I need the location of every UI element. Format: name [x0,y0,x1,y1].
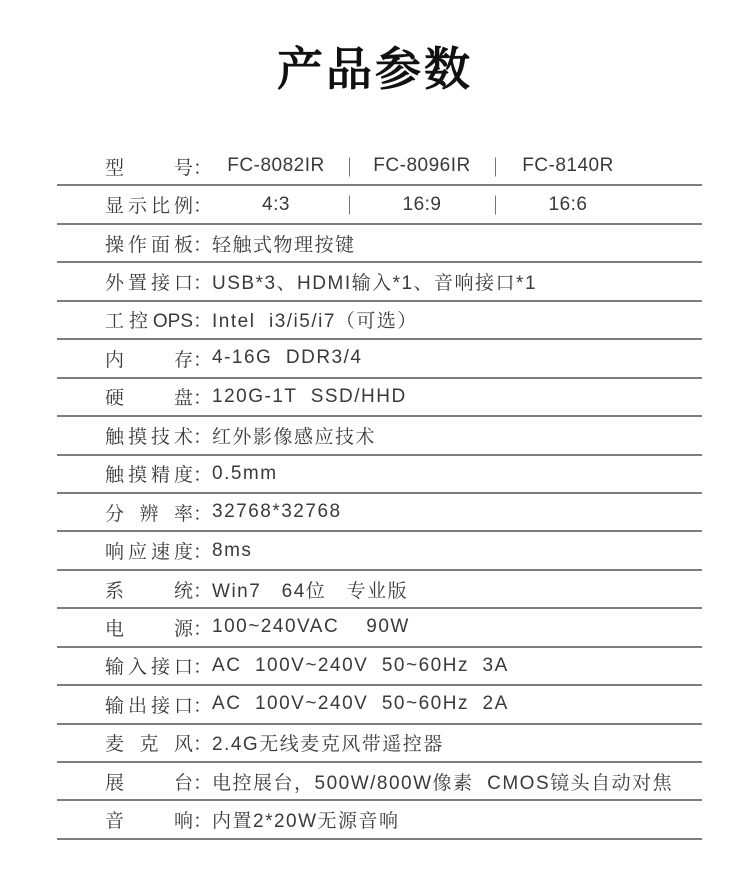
colon: ： [193,157,213,179]
colon: ： [193,542,213,564]
colon: ： [193,503,213,525]
ratio-columns [212,191,632,218]
spec-row-touch-precision [57,456,702,494]
spec-row-microphone [57,725,702,763]
column-separator: ｜ [486,157,506,179]
spec-value: AC 100V~240V 50~60Hz 2A [212,693,509,715]
spec-row-model [57,148,702,186]
spec-label: 外置接口 [105,273,193,295]
spec-value: AC 100V~240V 50~60Hz 3A [212,654,509,676]
spec-value: 100~240VAC 90W [212,616,410,638]
model-value: FC-8082IR [227,155,325,177]
spec-value: 8ms [212,539,253,561]
colon: ： [193,388,213,410]
spec-row-os [57,571,702,609]
ratio-value: 16:6 [548,193,588,215]
colon: ： [193,695,213,717]
colon: ： [193,234,213,256]
spec-label: 响应速度 [105,542,193,564]
spec-label: 系统 [105,580,193,602]
spec-label: 展台 [105,772,193,794]
spec-row-speaker [57,801,702,839]
model-value: FC-8096IR [373,155,471,177]
spec-row-output-port [57,686,702,724]
spec-value: USB*3、HDMI输入*1、音响接口*1 [212,273,538,295]
spec-value: Intel i3/i5/i7（可选） [212,311,418,333]
spec-value: 120G-1T SSD/HHD [212,385,407,407]
spec-value: 4-16G DDR3/4 [212,347,363,369]
colon: ： [193,580,213,602]
model-value: FC-8140R [522,155,614,177]
spec-row-ops [57,302,702,340]
column-separator: ｜ [340,157,360,179]
spec-label: 分辨率 [105,503,193,525]
spec-label: 麦克风 [105,734,193,756]
spec-row-visualizer [57,763,702,801]
colon: ： [193,657,213,679]
colon: ： [193,196,213,218]
colon: ： [193,349,213,371]
spec-row-hard-disk [57,379,702,417]
model-columns [212,153,632,180]
spec-label: 输入接口 [105,657,193,679]
spec-label: 输出接口 [105,695,193,717]
spec-label: 型号 [105,157,193,179]
spec-value: 32768*32768 [212,501,342,523]
spec-row-control-panel [57,225,702,263]
ratio-value: 4:3 [262,193,290,215]
colon: ： [193,426,213,448]
spec-value: Win7 64位 专业版 [212,580,409,602]
spec-value: 轻触式物理按键 [212,234,356,256]
colon: ： [193,311,213,333]
ratio-value: 16:9 [402,193,442,215]
spec-row-power [57,609,702,647]
spec-value: 电控展台，500W/800W像素 CMOS镜头自动对焦 [212,772,674,794]
colon: ： [193,772,213,794]
spec-label: 内存 [105,349,193,371]
colon: ： [193,734,213,756]
spec-label: 电源 [105,618,193,640]
colon: ： [193,811,213,833]
spec-label: 显示比例 [105,196,193,218]
spec-value: 0.5mm [212,462,278,484]
spec-label: 硬盘 [105,388,193,410]
column-separator: ｜ [486,196,506,218]
spec-value: 内置2*20W无源音响 [212,811,400,833]
spec-label: 触摸技术 [105,426,193,448]
spec-row-external-ports [57,263,702,301]
spec-row-touch-tech [57,417,702,455]
colon: ： [193,618,213,640]
spec-table [57,148,702,840]
spec-row-input-port [57,648,702,686]
spec-label: 工控OPS [105,311,193,333]
colon: ： [193,273,213,295]
column-separator: ｜ [340,196,360,218]
spec-row-response-speed [57,532,702,570]
spec-label: 触摸精度 [105,465,193,487]
spec-row-ratio [57,186,702,224]
spec-label: 音响 [105,811,193,833]
spec-value: 红外影像感应技术 [212,426,377,448]
colon: ： [193,465,213,487]
spec-value: 2.4G无线麦克风带遥控器 [212,734,444,756]
spec-row-memory [57,340,702,378]
spec-row-resolution [57,494,702,532]
page-title: 产品参数 [277,43,473,95]
spec-label: 操作面板 [105,234,193,256]
